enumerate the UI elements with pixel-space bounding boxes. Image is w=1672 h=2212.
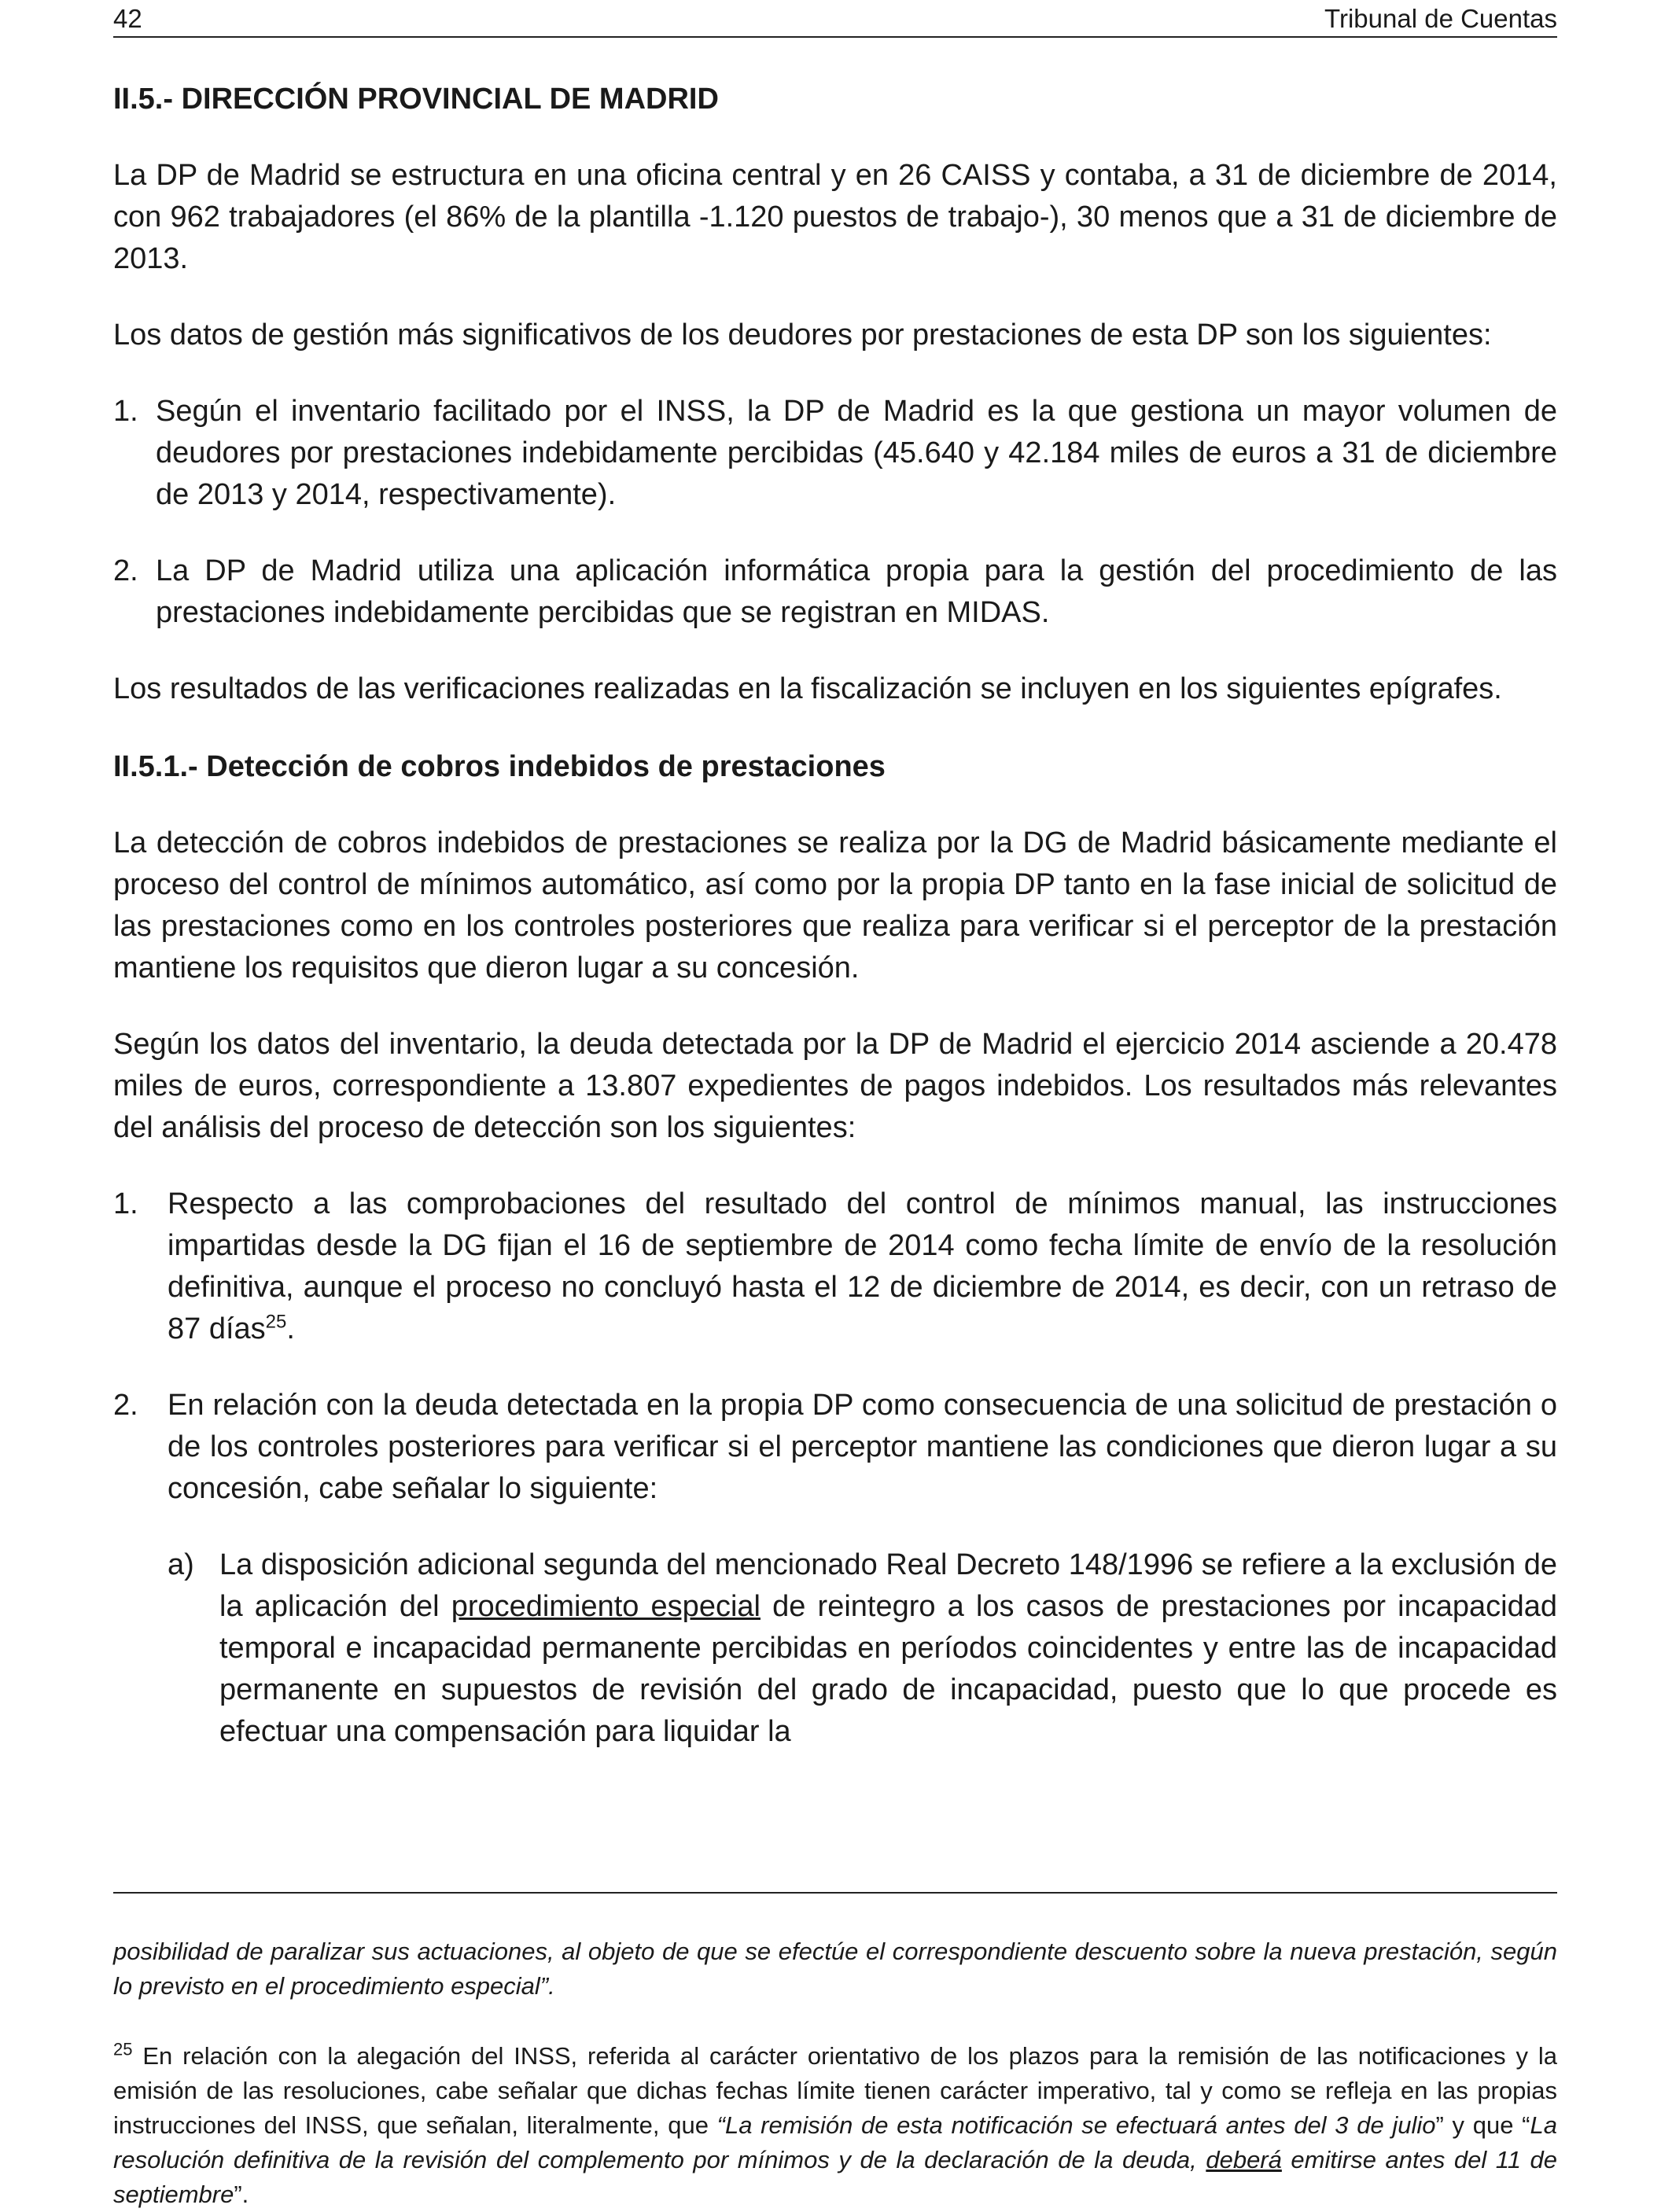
footnote-ref[interactable]: 25 [265, 1311, 287, 1333]
list-text-end: . [286, 1312, 295, 1345]
paragraph: La detección de cobros indebidos de prestaciones se realiza por la DG de Madrid básicamente mediante el proceso del control de mínimos automático, así como por la propia DP tanto en la fase inicial de solicitud de las prestaciones como en los controles posteriores que realiza para verificar si el perceptor de la prestación mantiene los requisitos que dieron lugar a su concesión. [113, 826, 1557, 985]
paragraph: Los datos de gestión más significativos de los deudores por prestaciones de esta DP son los siguientes: [113, 318, 1492, 351]
underlined-word: deberá [1206, 2146, 1282, 2173]
footnote-quote: “La remisión de esta notificación se efectuará antes del 3 de julio [716, 2111, 1436, 2139]
sub-list-label: a) [168, 1548, 194, 1581]
document-page [113, 0, 1557, 2208]
paragraph: La DP de Madrid se estructura en una oficina central y en 26 CAISS y contaba, a 31 de diciembre de 2014, con 962 trabajadores (el 86% de la plantilla -1.120 puestos de trabajo-), 30 menos que a 31 de diciembre de 2013. [113, 159, 1557, 275]
underlined-term: procedimiento especial [451, 1590, 761, 1623]
footnote-quote-underlined [1206, 2146, 1282, 2173]
list-text: La DP de Madrid utiliza una aplicación informática propia para la gestión del procedimiento de las prestaciones indebidamente percibidas que se registran en MIDAS. [156, 554, 1557, 629]
paragraph: Los resultados de las verificaciones realizadas en la fiscalización se incluyen en los siguientes epígrafes. [113, 672, 1502, 705]
footnote-text: ”. [234, 2181, 249, 2208]
sub-list-text-after: de reintegro a los casos de prestaciones por incapacidad temporal e incapacidad permanente percibidas en períodos coincidentes y entre las de incapacidad permanente en supuestos de revisión del grado de incapacidad, puesto que lo que procede es efectuar una compensación para liquidar la [219, 1590, 1557, 1748]
header-rule [113, 36, 1557, 38]
list-number: 2. [113, 1389, 138, 1422]
list-text: En relación con la deuda detectada en la propia DP como consecuencia de una solicitud de prestación o de los controles posteriores para verificar si el perceptor mantiene las condiciones que dieron lugar a su concesión, cabe señalar lo siguiente: [168, 1389, 1557, 1505]
list-number: 1. [113, 395, 138, 428]
list-item [113, 391, 1557, 516]
footnote-continuation: posibilidad de paralizar sus actuaciones, al objeto de que se efectúe el correspondiente descuento sobre la nueva prestación, según lo previsto en el procedimiento especial”. [113, 1938, 1557, 2000]
footnote-number: 25 [113, 2039, 133, 2059]
footnote-rule [113, 1892, 1557, 1894]
subsection-heading: II.5.1.- Detección de cobros indebidos de prestaciones [113, 750, 886, 783]
list-text-body: Respecto a las comprobaciones del resultado del control de mínimos manual, las instrucciones impartidas desde la DG fijan el 16 de septiembre de 2014 como fecha límite de envío de la resolución definitiva, aunque el proceso no concluyó hasta el 12 de diciembre de 2014, es decir, con un retraso de 87 días [168, 1187, 1557, 1345]
list-text [168, 1183, 1557, 1350]
footnote-25 [113, 2039, 1557, 2212]
page-header [113, 3, 1557, 35]
sub-list-text-before: La disposición adicional segunda del mencionado Real Decreto 148/1996 se refiere a la exclusión de la aplicación del [219, 1548, 1557, 1623]
section-heading: II.5.- DIRECCIÓN PROVINCIAL DE MADRID [113, 83, 719, 116]
list-number: 2. [113, 554, 138, 587]
page-number: 42 [113, 4, 142, 33]
list-item [113, 1183, 1557, 1350]
sub-list-item [113, 1544, 1557, 1753]
footnote-text: ” y que “ [1435, 2111, 1530, 2139]
footnote-text: En relación con la alegación del INSS, referida al carácter orientativo de los plazos para la remisión de las notificaciones y la emisión de las resoluciones, cabe señalar que dichas fechas límite tienen carácter imperativo, tal y como se refleja en las propias instrucciones del INSS, que señalan, literalmente, que [113, 2042, 1557, 2139]
list-text: Según el inventario facilitado por el INSS, la DP de Madrid es la que gestiona un mayor volumen de deudores por prestaciones indebidamente percibidas (45.640 y 42.184 miles de euros a 31 de diciembre de 2013 y 2014, respectivamente). [156, 395, 1557, 511]
paragraph: Según los datos del inventario, la deuda detectada por la DP de Madrid el ejercicio 2014 asciende a 20.478 miles de euros, correspondiente a 13.807 expedientes de pagos indebidos. Los resultados más relevantes del análisis del proceso de detección son los siguientes: [113, 1028, 1557, 1144]
footnote-quote: La resolución definitiva de la revisión del complemento por mínimos y de la declaración de la deuda, [113, 2111, 1557, 2173]
list-item [113, 1385, 1557, 1510]
footnote-quote: emitirse antes del 11 de septiembre [113, 2146, 1557, 2208]
list-item [113, 550, 1557, 634]
list-number: 1. [113, 1187, 138, 1220]
header-title: Tribunal de Cuentas [1324, 4, 1557, 33]
sub-list-text [219, 1544, 1557, 1753]
document-body [113, 79, 1557, 1753]
